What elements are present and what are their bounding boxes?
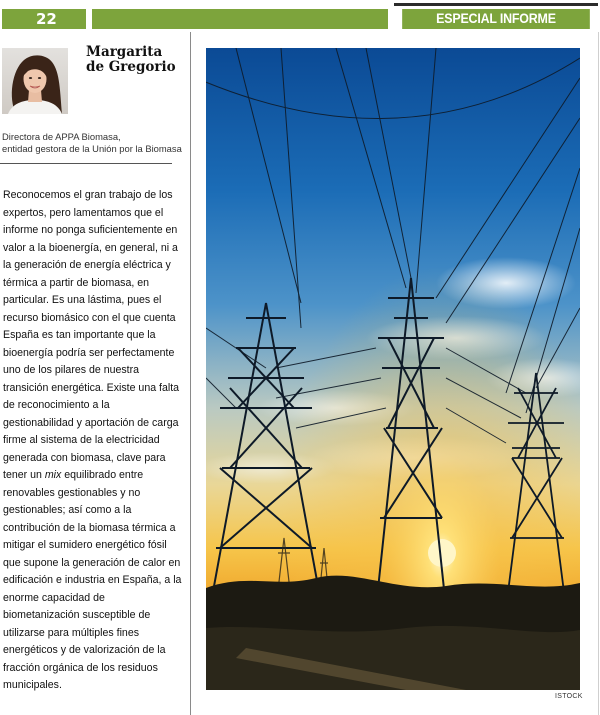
header-top-rule	[394, 3, 598, 6]
photo-credit: ISTOCK	[555, 693, 583, 700]
article-paragraph	[3, 187, 183, 695]
section-title: ESPECIAL INFORME TRANSICIÓN	[402, 9, 590, 29]
portrait-image	[2, 48, 68, 114]
header-bar	[92, 9, 388, 29]
article-body	[3, 187, 183, 695]
author-role-line2: entidad gestora de la Unión por la Biomasa	[2, 142, 182, 154]
page-header	[0, 0, 600, 46]
author-name	[86, 45, 176, 75]
author-name-line2: de Gregorio	[86, 59, 176, 75]
author-role-line1: Directora de APPA Biomasa,	[2, 131, 121, 142]
author-name-line1: Margarita	[86, 44, 163, 60]
author-avatar	[2, 48, 68, 114]
column-divider	[190, 32, 191, 715]
page-number: 22	[2, 9, 86, 29]
pylons-sunset-illustration	[206, 48, 580, 690]
author-divider	[0, 163, 172, 164]
author-role	[2, 131, 182, 154]
pylons-photo	[206, 48, 580, 690]
article-text-part1: Reconocemos el gran trabajo de los expertos, pero lamentamos que el informe no ponga suficientemente en valor a la bioenergía, en general, ni a la generación de energía eléctrica y térmica a partir de biomasa, en particular. Es una lástima, pues el recurso biomásico con el que cuenta España es tan importante que la bioenergía podría ser perfectamente uno de los pilares de nuestra transición energética. Existe una falta de reconocimiento a la gestionabilidad y aportación de carga firme al sistema de la electricidad generada con biomasa, clave para tener un	[3, 189, 180, 481]
page-edge-rule	[598, 32, 599, 715]
article-italic-mix: mix	[44, 469, 62, 481]
article-text-part2: equilibrado entre renovables gestionables y no gestionables; así como a la contribución de la biomasa térmica a mitigar el sumidero energético fósil que supone la generación de calor en edificación e industria en España, a la enorme capacidad de biometanización susceptible de utilizarse para múltiples fines energéticos y de valorización de la fracción orgánica de los residuos municipales.	[3, 469, 182, 691]
